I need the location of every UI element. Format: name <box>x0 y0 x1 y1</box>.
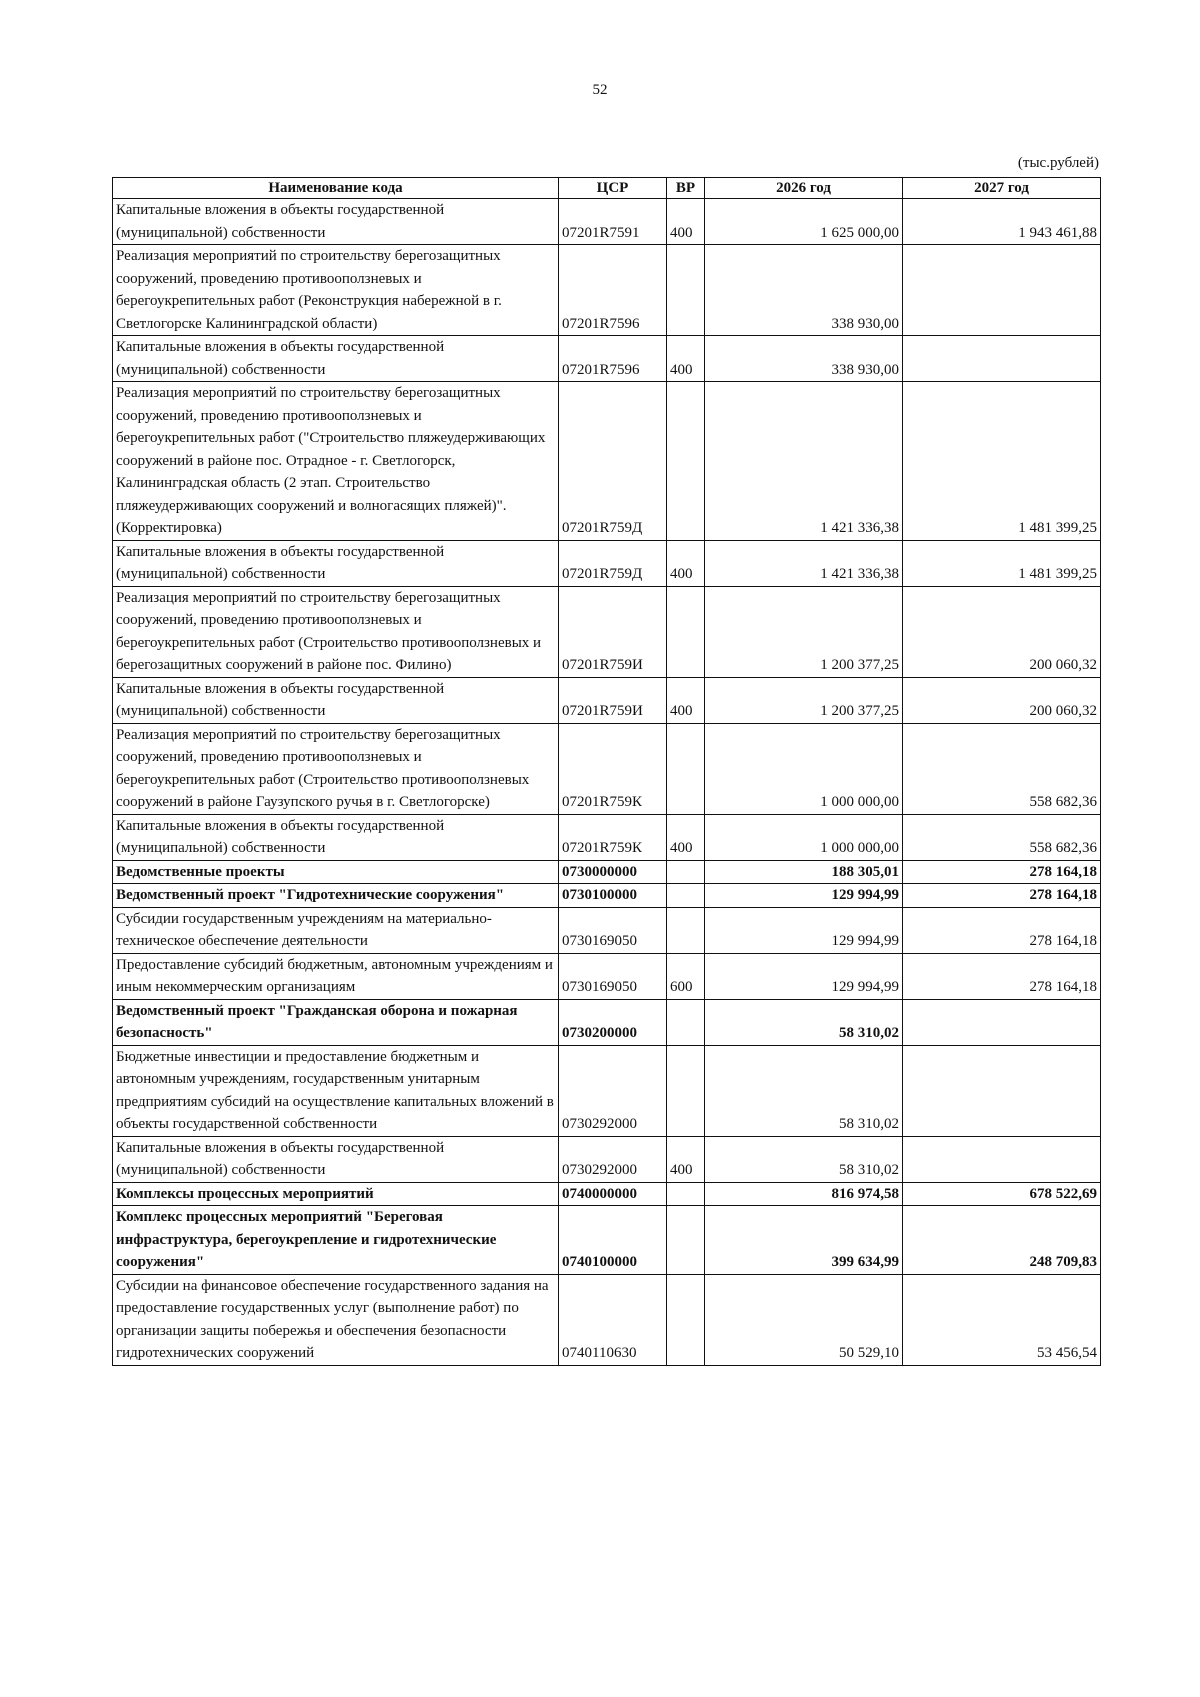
row-name-cell: Ведомственный проект "Гражданская оборона и пожарная безопасность" <box>113 999 559 1045</box>
row-2026-cell: 58 310,02 <box>705 1136 903 1182</box>
row-csr-cell: 07201R759К <box>559 723 667 814</box>
row-csr-cell: 0740100000 <box>559 1206 667 1275</box>
row-csr-cell: 0740000000 <box>559 1182 667 1206</box>
table-row <box>113 953 1101 999</box>
row-name-cell: Капитальные вложения в объекты государственной (муниципальной) собственности <box>113 540 559 586</box>
row-2026-cell: 129 994,99 <box>705 884 903 908</box>
row-vr-cell: 400 <box>667 199 705 245</box>
row-name-cell: Капитальные вложения в объекты государственной (муниципальной) собственности <box>113 336 559 382</box>
row-2027-cell: 278 164,18 <box>903 907 1101 953</box>
header-2026: 2026 год <box>705 178 903 199</box>
row-vr-cell: 600 <box>667 953 705 999</box>
row-2026-cell: 1 625 000,00 <box>705 199 903 245</box>
header-csr: ЦСР <box>559 178 667 199</box>
row-2027-cell: 678 522,69 <box>903 1182 1101 1206</box>
row-name-cell: Субсидии на финансовое обеспечение государственного задания на предоставление государственных услуг (выполнение работ) по организации защиты побережья и обеспечения безопасности гидротехнических сооружений <box>113 1274 559 1365</box>
table-row <box>113 586 1101 677</box>
row-2027-cell: 248 709,83 <box>903 1206 1101 1275</box>
table-row <box>113 1274 1101 1365</box>
table-header-row <box>113 178 1101 199</box>
row-vr-cell <box>667 382 705 541</box>
row-name-cell: Предоставление субсидий бюджетным, автономным учреждениям и иным некоммерческим организациям <box>113 953 559 999</box>
table-row <box>113 245 1101 336</box>
row-vr-cell <box>667 723 705 814</box>
row-name-cell: Капитальные вложения в объекты государственной (муниципальной) собственности <box>113 677 559 723</box>
row-csr-cell: 0730000000 <box>559 860 667 884</box>
row-2026-cell: 1 421 336,38 <box>705 382 903 541</box>
row-csr-cell: 07201R759Д <box>559 540 667 586</box>
row-2026-cell: 338 930,00 <box>705 245 903 336</box>
row-2027-cell: 200 060,32 <box>903 677 1101 723</box>
row-name-cell: Бюджетные инвестиции и предоставление бюджетным и автономным учреждениям, государственным унитарным предприятиям субсидий на осуществление капитальных вложений в объекты государственной собственности <box>113 1045 559 1136</box>
row-2027-cell <box>903 999 1101 1045</box>
row-csr-cell: 0730200000 <box>559 999 667 1045</box>
row-vr-cell <box>667 860 705 884</box>
row-2026-cell: 58 310,02 <box>705 1045 903 1136</box>
row-2026-cell: 58 310,02 <box>705 999 903 1045</box>
row-2026-cell: 816 974,58 <box>705 1182 903 1206</box>
row-2027-cell: 278 164,18 <box>903 884 1101 908</box>
row-csr-cell: 0740110630 <box>559 1274 667 1365</box>
table-row <box>113 814 1101 860</box>
row-2027-cell: 1 943 461,88 <box>903 199 1101 245</box>
row-2026-cell: 1 000 000,00 <box>705 814 903 860</box>
row-vr-cell <box>667 907 705 953</box>
budget-table <box>112 177 1101 1366</box>
row-2026-cell: 129 994,99 <box>705 953 903 999</box>
row-2026-cell: 50 529,10 <box>705 1274 903 1365</box>
row-2026-cell: 129 994,99 <box>705 907 903 953</box>
row-2027-cell <box>903 1136 1101 1182</box>
row-vr-cell <box>667 1206 705 1275</box>
row-csr-cell: 07201R759И <box>559 586 667 677</box>
row-csr-cell: 07201R7596 <box>559 336 667 382</box>
row-vr-cell <box>667 999 705 1045</box>
row-2027-cell: 278 164,18 <box>903 953 1101 999</box>
row-vr-cell: 400 <box>667 814 705 860</box>
row-csr-cell: 07201R7596 <box>559 245 667 336</box>
table-row <box>113 677 1101 723</box>
row-2027-cell: 558 682,36 <box>903 814 1101 860</box>
row-vr-cell: 400 <box>667 677 705 723</box>
header-vr: ВР <box>667 178 705 199</box>
row-csr-cell: 07201R759Д <box>559 382 667 541</box>
row-2027-cell: 558 682,36 <box>903 723 1101 814</box>
table-row <box>113 723 1101 814</box>
row-vr-cell <box>667 1274 705 1365</box>
row-2026-cell: 338 930,00 <box>705 336 903 382</box>
row-name-cell: Комплексы процессных мероприятий <box>113 1182 559 1206</box>
row-vr-cell: 400 <box>667 540 705 586</box>
table-row <box>113 860 1101 884</box>
header-name: Наименование кода <box>113 178 559 199</box>
table-row <box>113 336 1101 382</box>
row-name-cell: Ведомственный проект "Гидротехнические сооружения" <box>113 884 559 908</box>
row-vr-cell <box>667 1182 705 1206</box>
row-csr-cell: 0730100000 <box>559 884 667 908</box>
row-name-cell: Ведомственные проекты <box>113 860 559 884</box>
row-name-cell: Реализация мероприятий по строительству берегозащитных сооружений, проведению противооползневых и берегоукрепительных работ (Строительство противооползневых сооружений в районе Гаузупского ручья в г. Светлогорске) <box>113 723 559 814</box>
row-2027-cell: 1 481 399,25 <box>903 382 1101 541</box>
row-2027-cell: 1 481 399,25 <box>903 540 1101 586</box>
row-vr-cell <box>667 586 705 677</box>
row-vr-cell: 400 <box>667 336 705 382</box>
table-row <box>113 999 1101 1045</box>
row-csr-cell: 0730292000 <box>559 1045 667 1136</box>
row-csr-cell: 0730169050 <box>559 953 667 999</box>
row-2026-cell: 1 200 377,25 <box>705 586 903 677</box>
row-vr-cell <box>667 245 705 336</box>
row-2027-cell <box>903 336 1101 382</box>
row-name-cell: Комплекс процессных мероприятий "Береговая инфраструктура, берегоукрепление и гидротехнические сооружения" <box>113 1206 559 1275</box>
row-2027-cell: 200 060,32 <box>903 586 1101 677</box>
row-vr-cell: 400 <box>667 1136 705 1182</box>
table-row <box>113 1182 1101 1206</box>
row-name-cell: Реализация мероприятий по строительству берегозащитных сооружений, проведению противооползневых и берегоукрепительных работ ("Строительство пляжеудерживающих сооружений в районе пос. Отрадное - г. Светлогорск, Калининградская область (2 этап. Строительство пляжеудерживающих сооружений и волногасящих пляжей)". (Корректировка) <box>113 382 559 541</box>
row-name-cell: Капитальные вложения в объекты государственной (муниципальной) собственности <box>113 1136 559 1182</box>
row-2026-cell: 399 634,99 <box>705 1206 903 1275</box>
table-row <box>113 1206 1101 1275</box>
row-2026-cell: 1 200 377,25 <box>705 677 903 723</box>
row-csr-cell: 07201R759К <box>559 814 667 860</box>
row-2026-cell: 188 305,01 <box>705 860 903 884</box>
row-name-cell: Капитальные вложения в объекты государственной (муниципальной) собственности <box>113 814 559 860</box>
table-row <box>113 382 1101 541</box>
row-2027-cell <box>903 1045 1101 1136</box>
row-vr-cell <box>667 884 705 908</box>
row-name-cell: Субсидии государственным учреждениям на материально-техническое обеспечение деятельности <box>113 907 559 953</box>
row-2027-cell: 278 164,18 <box>903 860 1101 884</box>
row-2027-cell <box>903 245 1101 336</box>
row-csr-cell: 07201R7591 <box>559 199 667 245</box>
table-row <box>113 907 1101 953</box>
row-name-cell: Капитальные вложения в объекты государственной (муниципальной) собственности <box>113 199 559 245</box>
row-name-cell: Реализация мероприятий по строительству берегозащитных сооружений, проведению противооползневых и берегоукрепительных работ (Реконструкция набережной в г. Светлогорске Калининградской области) <box>113 245 559 336</box>
table-row <box>113 884 1101 908</box>
units-note: (тыс.рублей) <box>1017 155 1099 171</box>
row-name-cell: Реализация мероприятий по строительству берегозащитных сооружений, проведению противооползневых и берегоукрепительных работ (Строительство противооползневых и берегозащитных сооружений в районе пос. Филино) <box>113 586 559 677</box>
table-row <box>113 199 1101 245</box>
row-csr-cell: 0730292000 <box>559 1136 667 1182</box>
row-2027-cell: 53 456,54 <box>903 1274 1101 1365</box>
row-csr-cell: 0730169050 <box>559 907 667 953</box>
table-body <box>113 199 1101 1366</box>
page-number: 52 <box>592 82 608 98</box>
table-row <box>113 1045 1101 1136</box>
row-2026-cell: 1 000 000,00 <box>705 723 903 814</box>
row-2026-cell: 1 421 336,38 <box>705 540 903 586</box>
header-2027: 2027 год <box>903 178 1101 199</box>
table-row <box>113 1136 1101 1182</box>
row-csr-cell: 07201R759И <box>559 677 667 723</box>
table-row <box>113 540 1101 586</box>
row-vr-cell <box>667 1045 705 1136</box>
